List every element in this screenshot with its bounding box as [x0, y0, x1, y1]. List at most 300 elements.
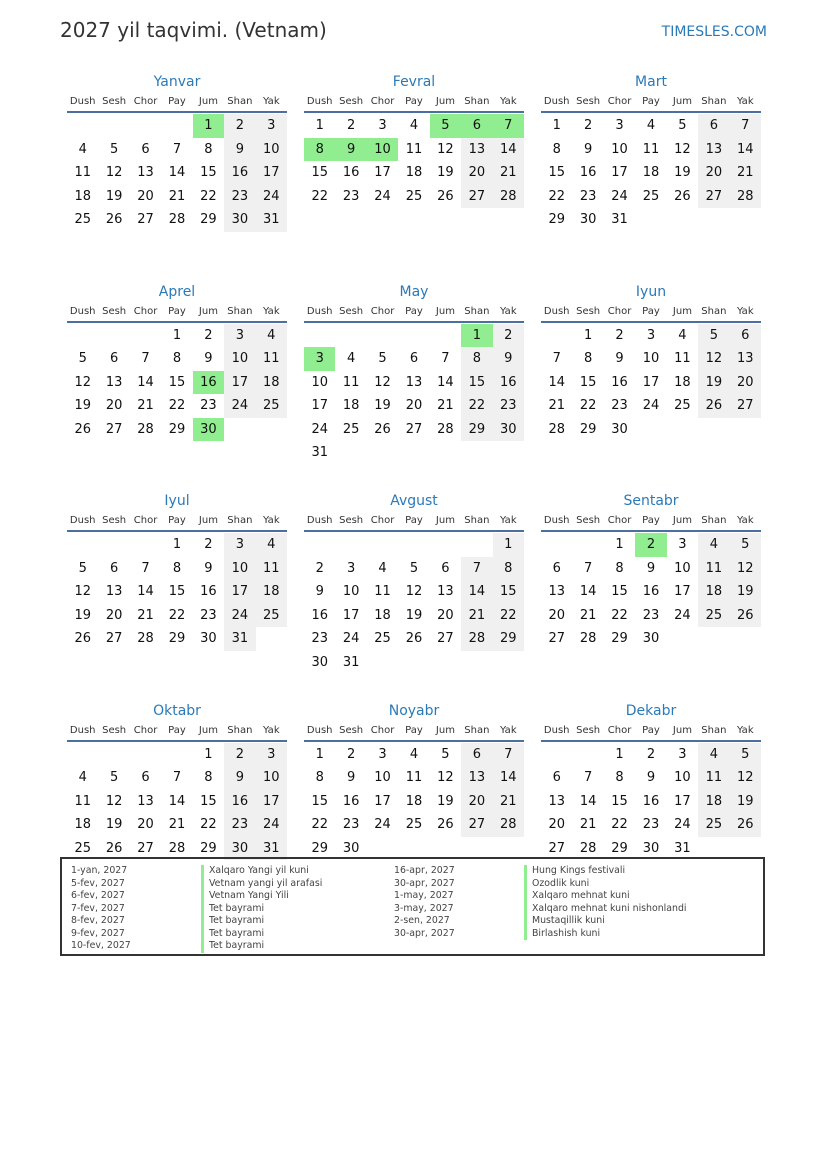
empty-cell [130, 114, 161, 138]
day-cell: 25 [256, 394, 287, 418]
empty-cell [161, 743, 192, 767]
weekday-label: Chor [133, 515, 158, 526]
empty-cell [67, 324, 98, 348]
day-grid [67, 114, 287, 232]
day-cell: 14 [437, 374, 454, 390]
day-cell: 14 [461, 580, 492, 604]
day-cell: 29 [200, 840, 217, 856]
weekday-label: Pay [642, 515, 660, 526]
day-cell: 25 [74, 840, 91, 856]
month-may [304, 282, 524, 492]
day-cell: 12 [674, 141, 691, 157]
day-cell: 30 [579, 212, 597, 228]
month-aprel [67, 282, 287, 492]
day-cell: 7 [730, 114, 761, 138]
day-cell: 21 [168, 817, 186, 833]
day-cell: 14 [168, 165, 186, 181]
day-cell: 19 [105, 817, 123, 833]
legend-date: 2-sen, 2027 [394, 915, 450, 926]
day-cell: 29 [611, 631, 628, 647]
day-cell: 6 [698, 114, 729, 138]
day-cell: 28 [168, 840, 186, 856]
weekday-label: Dush [69, 724, 96, 736]
day-cell: 21 [493, 790, 524, 814]
day-cell: 12 [374, 374, 391, 390]
weekday-label: Shan [701, 305, 727, 317]
day-cell: 4 [78, 770, 87, 786]
day-cell: 18 [698, 790, 729, 814]
day-cell: 13 [405, 374, 423, 390]
day-cell: 16 [224, 161, 255, 185]
day-cell: 18 [256, 371, 287, 395]
weekday-label: Sesh [576, 96, 601, 107]
weekday-label: Yak [499, 724, 517, 736]
day-cell: 30 [311, 654, 328, 670]
day-cell: 21 [137, 607, 154, 623]
day-cell: 5 [678, 118, 687, 133]
day-cell: 3 [346, 560, 356, 576]
day-cell: 10 [642, 351, 660, 367]
weekday-header [541, 94, 761, 113]
empty-cell [98, 533, 129, 557]
holiday-legend [60, 857, 765, 956]
day-cell: 1 [172, 537, 182, 552]
day-cell: 11 [342, 374, 360, 390]
weekday-label: Sesh [576, 724, 601, 736]
day-cell: 28 [168, 212, 186, 228]
day-cell: 1 [315, 118, 324, 133]
day-cell: 20 [698, 161, 729, 185]
day-cell: 7 [583, 770, 593, 786]
day-cell: 9 [493, 347, 524, 371]
day-cell: 19 [74, 398, 91, 414]
day-cell: 12 [698, 347, 729, 371]
day-cell: 7 [461, 557, 492, 581]
day-cell: 10 [224, 347, 255, 371]
legend-date: 5-fev, 2027 [71, 877, 125, 889]
day-cell: 29 [200, 212, 217, 228]
day-cell: 5 [109, 141, 119, 157]
day-cell: 6 [441, 560, 450, 576]
weekday-label: Shan [227, 305, 253, 317]
weekday-label: Jum [198, 305, 218, 317]
weekday-label: Shan [701, 724, 727, 736]
day-cell: 23 [311, 631, 328, 647]
day-cell: 18 [642, 165, 660, 181]
day-cell: 28 [493, 813, 524, 837]
day-cell: 19 [674, 165, 691, 181]
weekday-label: Dush [306, 724, 333, 736]
month-sentabr [541, 491, 761, 701]
day-cell: 25 [405, 817, 423, 833]
holiday-day-cell: 3 [304, 347, 335, 371]
day-cell: 3 [646, 327, 656, 343]
day-cell: 3 [224, 324, 255, 348]
day-cell: 28 [137, 421, 154, 437]
day-cell: 23 [493, 394, 524, 418]
weekday-label: Dush [543, 515, 570, 526]
day-cell: 1 [204, 746, 213, 762]
weekday-label: Jum [435, 724, 455, 736]
day-cell: 17 [611, 165, 628, 181]
day-cell: 8 [172, 560, 182, 576]
day-cell: 13 [105, 374, 123, 390]
day-cell: 1 [615, 537, 624, 552]
month-name: Sentabr [623, 493, 679, 509]
day-cell: 3 [378, 118, 387, 133]
day-cell: 22 [168, 398, 186, 414]
day-cell: 12 [730, 766, 761, 790]
empty-cell [430, 533, 461, 557]
day-cell: 29 [168, 421, 186, 437]
day-cell: 30 [200, 631, 217, 647]
empty-cell [98, 743, 129, 767]
day-cell: 19 [437, 793, 454, 809]
day-cell: 15 [200, 165, 217, 181]
day-cell: 4 [678, 327, 687, 343]
weekday-label: Sesh [102, 305, 127, 317]
day-cell: 27 [105, 421, 123, 437]
weekday-label: Dush [306, 96, 333, 107]
month-name: Yanvar [153, 74, 201, 90]
legend-date: 9-fev, 2027 [71, 927, 125, 939]
day-cell: 29 [493, 627, 524, 651]
day-cell: 20 [548, 607, 565, 623]
day-cell: 16 [611, 374, 628, 390]
month-avgust [304, 491, 524, 701]
day-cell: 28 [437, 421, 454, 437]
day-cell: 25 [642, 188, 660, 204]
day-cell: 3 [678, 537, 687, 552]
day-cell: 17 [674, 793, 691, 809]
day-cell: 14 [493, 766, 524, 790]
day-grid [541, 743, 761, 861]
empty-cell [130, 324, 161, 348]
weekday-label: Sesh [339, 515, 364, 526]
day-grid [541, 114, 761, 232]
day-cell: 17 [674, 584, 691, 600]
day-cell: 10 [674, 770, 691, 786]
day-cell: 12 [105, 165, 123, 181]
day-cell: 17 [374, 793, 391, 809]
day-cell: 10 [256, 138, 287, 162]
weekday-label: Yak [499, 305, 517, 317]
weekday-label: Sesh [339, 305, 364, 317]
day-cell: 27 [437, 631, 454, 647]
day-cell: 10 [224, 557, 255, 581]
day-cell: 16 [642, 793, 660, 809]
day-cell: 19 [730, 790, 761, 814]
day-cell: 31 [224, 627, 255, 651]
day-cell: 5 [730, 743, 761, 767]
legend-holiday-name: Tet bayrami [201, 915, 322, 928]
day-cell: 31 [342, 654, 360, 670]
day-cell: 27 [105, 631, 123, 647]
day-cell: 21 [730, 161, 761, 185]
day-cell: 11 [256, 557, 287, 581]
day-cell: 18 [374, 607, 391, 623]
day-cell: 1 [172, 327, 182, 343]
day-cell: 14 [168, 793, 186, 809]
page-title: 2027 yil taqvimi. (Vetnam) [60, 18, 327, 42]
day-cell: 13 [461, 766, 492, 790]
day-cell: 8 [583, 351, 593, 367]
day-cell: 4 [646, 118, 656, 133]
empty-cell [430, 324, 461, 348]
day-cell: 9 [583, 141, 593, 157]
weekday-label: Pay [168, 724, 186, 736]
day-cell: 11 [698, 766, 729, 790]
day-cell: 3 [678, 746, 687, 762]
day-cell: 13 [461, 138, 492, 162]
day-cell: 6 [109, 560, 119, 576]
day-cell: 9 [315, 584, 324, 600]
month-name: Fevral [392, 74, 436, 90]
weekday-label: Yak [262, 96, 280, 107]
weekday-label: Chor [370, 305, 395, 317]
weekday-label: Yak [736, 305, 754, 317]
day-cell: 17 [224, 371, 255, 395]
day-cell: 9 [646, 560, 656, 576]
day-cell: 31 [256, 208, 287, 232]
day-cell: 12 [730, 557, 761, 581]
empty-cell [367, 533, 398, 557]
weekday-label: Chor [607, 724, 632, 736]
day-cell: 7 [172, 770, 182, 786]
day-cell: 24 [342, 631, 360, 647]
holiday-day-cell: 6 [461, 114, 492, 138]
weekday-label: Pay [405, 305, 423, 317]
day-cell: 9 [646, 770, 656, 786]
day-cell: 15 [579, 374, 597, 390]
day-cell: 28 [137, 631, 154, 647]
day-cell: 8 [493, 557, 524, 581]
day-cell: 18 [674, 374, 691, 390]
holiday-day-cell: 30 [193, 418, 224, 442]
day-cell: 16 [579, 165, 597, 181]
weekday-label: Yak [499, 515, 517, 526]
day-cell: 30 [493, 418, 524, 442]
day-cell: 16 [493, 371, 524, 395]
holiday-day-cell: 10 [367, 138, 398, 162]
day-cell: 12 [437, 770, 454, 786]
weekday-label: Yak [736, 515, 754, 526]
day-cell: 3 [615, 118, 624, 133]
holiday-day-cell: 1 [461, 324, 492, 348]
day-cell: 26 [74, 421, 91, 437]
day-grid [541, 533, 761, 651]
legend-date: 1-yan, 2027 [71, 865, 128, 876]
day-cell: 15 [311, 793, 328, 809]
weekday-label: Yak [262, 724, 280, 736]
day-grid [541, 324, 761, 442]
day-cell: 2 [204, 327, 213, 343]
month-mart [541, 72, 761, 282]
weekday-header [541, 723, 761, 742]
weekday-label: Sesh [339, 96, 364, 107]
day-cell: 8 [615, 560, 624, 576]
day-cell: 11 [74, 793, 91, 809]
weekday-label: Chor [133, 724, 158, 736]
day-cell: 7 [552, 351, 561, 367]
day-cell: 5 [441, 746, 450, 762]
day-cell: 27 [461, 813, 492, 837]
day-cell: 11 [374, 584, 391, 600]
day-cell: 21 [461, 604, 492, 628]
day-grid [304, 533, 524, 675]
day-cell: 15 [168, 374, 186, 390]
empty-cell [335, 533, 366, 557]
day-cell: 10 [674, 560, 691, 576]
day-cell: 2 [346, 118, 356, 133]
day-cell: 3 [256, 114, 287, 138]
day-cell: 13 [698, 138, 729, 162]
day-cell: 2 [583, 118, 593, 133]
day-cell: 13 [548, 793, 565, 809]
day-cell: 24 [674, 607, 691, 623]
day-cell: 23 [200, 398, 217, 414]
empty-cell [541, 743, 572, 767]
empty-cell [541, 533, 572, 557]
weekday-label: Shan [701, 96, 727, 107]
legend-holiday-name: Ozodlik kuni [524, 878, 687, 891]
day-cell: 8 [461, 347, 492, 371]
day-cell: 15 [611, 793, 628, 809]
day-cell: 29 [579, 421, 597, 437]
empty-cell [98, 324, 129, 348]
day-cell: 25 [74, 212, 91, 228]
day-cell: 17 [374, 165, 391, 181]
day-cell: 27 [548, 840, 565, 856]
day-cell: 5 [78, 560, 87, 576]
site-link[interactable]: TIMESLES.COM [661, 24, 767, 40]
day-cell: 13 [437, 584, 454, 600]
day-cell: 5 [730, 533, 761, 557]
day-cell: 14 [579, 793, 597, 809]
legend-date: 1-may, 2027 [394, 890, 454, 901]
day-cell: 12 [74, 374, 91, 390]
day-cell: 17 [642, 374, 660, 390]
day-cell: 26 [405, 631, 423, 647]
day-cell: 28 [579, 631, 597, 647]
day-cell: 21 [168, 188, 186, 204]
weekday-label: Pay [642, 96, 660, 107]
day-cell: 24 [642, 398, 660, 414]
day-cell: 8 [315, 770, 324, 786]
day-cell: 10 [311, 374, 328, 390]
weekday-label: Shan [464, 96, 490, 107]
day-cell: 14 [579, 584, 597, 600]
weekday-label: Dush [306, 515, 333, 526]
day-cell: 22 [461, 394, 492, 418]
empty-cell [304, 533, 335, 557]
day-cell: 28 [730, 185, 761, 209]
day-cell: 23 [224, 185, 255, 209]
day-cell: 19 [405, 607, 423, 623]
day-cell: 22 [168, 607, 186, 623]
day-cell: 19 [105, 188, 123, 204]
day-cell: 5 [109, 770, 119, 786]
day-cell: 25 [698, 813, 729, 837]
day-cell: 1 [315, 746, 324, 762]
weekday-header [541, 513, 761, 532]
day-cell: 2 [646, 746, 656, 762]
day-cell: 21 [548, 398, 565, 414]
day-cell: 6 [141, 770, 150, 786]
day-cell: 31 [311, 445, 328, 461]
weekday-label: Yak [262, 305, 280, 317]
day-cell: 30 [224, 837, 255, 861]
legend-date: 30-apr, 2027 [394, 927, 455, 939]
weekday-header [67, 304, 287, 323]
empty-cell [130, 743, 161, 767]
day-cell: 24 [256, 813, 287, 837]
legend-holiday-name: Xalqaro mehnat kuni [524, 890, 687, 903]
legend-holiday-name: Hung Kings festivali [524, 865, 687, 878]
day-cell: 20 [461, 161, 492, 185]
day-cell: 7 [141, 560, 150, 576]
day-cell: 4 [409, 118, 419, 133]
day-cell: 9 [615, 351, 624, 367]
day-cell: 22 [548, 188, 565, 204]
day-cell: 4 [256, 533, 287, 557]
day-cell: 16 [342, 165, 360, 181]
month-name: Aprel [158, 283, 196, 300]
day-cell: 11 [674, 351, 691, 367]
month-iyul [67, 491, 287, 701]
weekday-label: Jum [198, 515, 218, 526]
day-cell: 13 [548, 584, 565, 600]
day-cell: 30 [642, 631, 660, 647]
day-cell: 21 [137, 398, 154, 414]
day-cell: 15 [611, 584, 628, 600]
day-cell: 11 [405, 141, 423, 157]
day-cell: 4 [78, 141, 87, 157]
weekday-label: Pay [168, 305, 186, 317]
day-cell: 8 [172, 351, 182, 367]
day-cell: 24 [374, 188, 391, 204]
day-cell: 18 [256, 580, 287, 604]
day-cell: 21 [579, 607, 597, 623]
day-cell: 11 [405, 770, 423, 786]
day-cell: 17 [311, 398, 328, 414]
day-cell: 16 [311, 607, 328, 623]
legend-names-right [524, 865, 687, 940]
day-cell: 3 [256, 743, 287, 767]
weekday-label: Shan [227, 724, 253, 736]
month-name: Mart [635, 74, 667, 90]
day-cell: 24 [224, 604, 255, 628]
empty-cell [98, 114, 129, 138]
day-cell: 27 [137, 840, 154, 856]
month-name: Dekabr [625, 702, 677, 719]
empty-cell [461, 533, 492, 557]
day-cell: 8 [552, 141, 561, 157]
weekday-label: Dush [543, 96, 570, 107]
day-cell: 3 [378, 746, 387, 762]
empty-cell [367, 324, 398, 348]
holiday-day-cell: 8 [304, 138, 335, 162]
day-cell: 15 [311, 165, 328, 181]
month-row [67, 72, 761, 282]
day-cell: 17 [342, 607, 360, 623]
day-cell: 26 [674, 188, 691, 204]
empty-cell [398, 533, 429, 557]
day-cell: 8 [204, 770, 213, 786]
month-name: Noyabr [388, 702, 440, 719]
day-cell: 6 [552, 770, 561, 786]
day-cell: 19 [74, 607, 91, 623]
